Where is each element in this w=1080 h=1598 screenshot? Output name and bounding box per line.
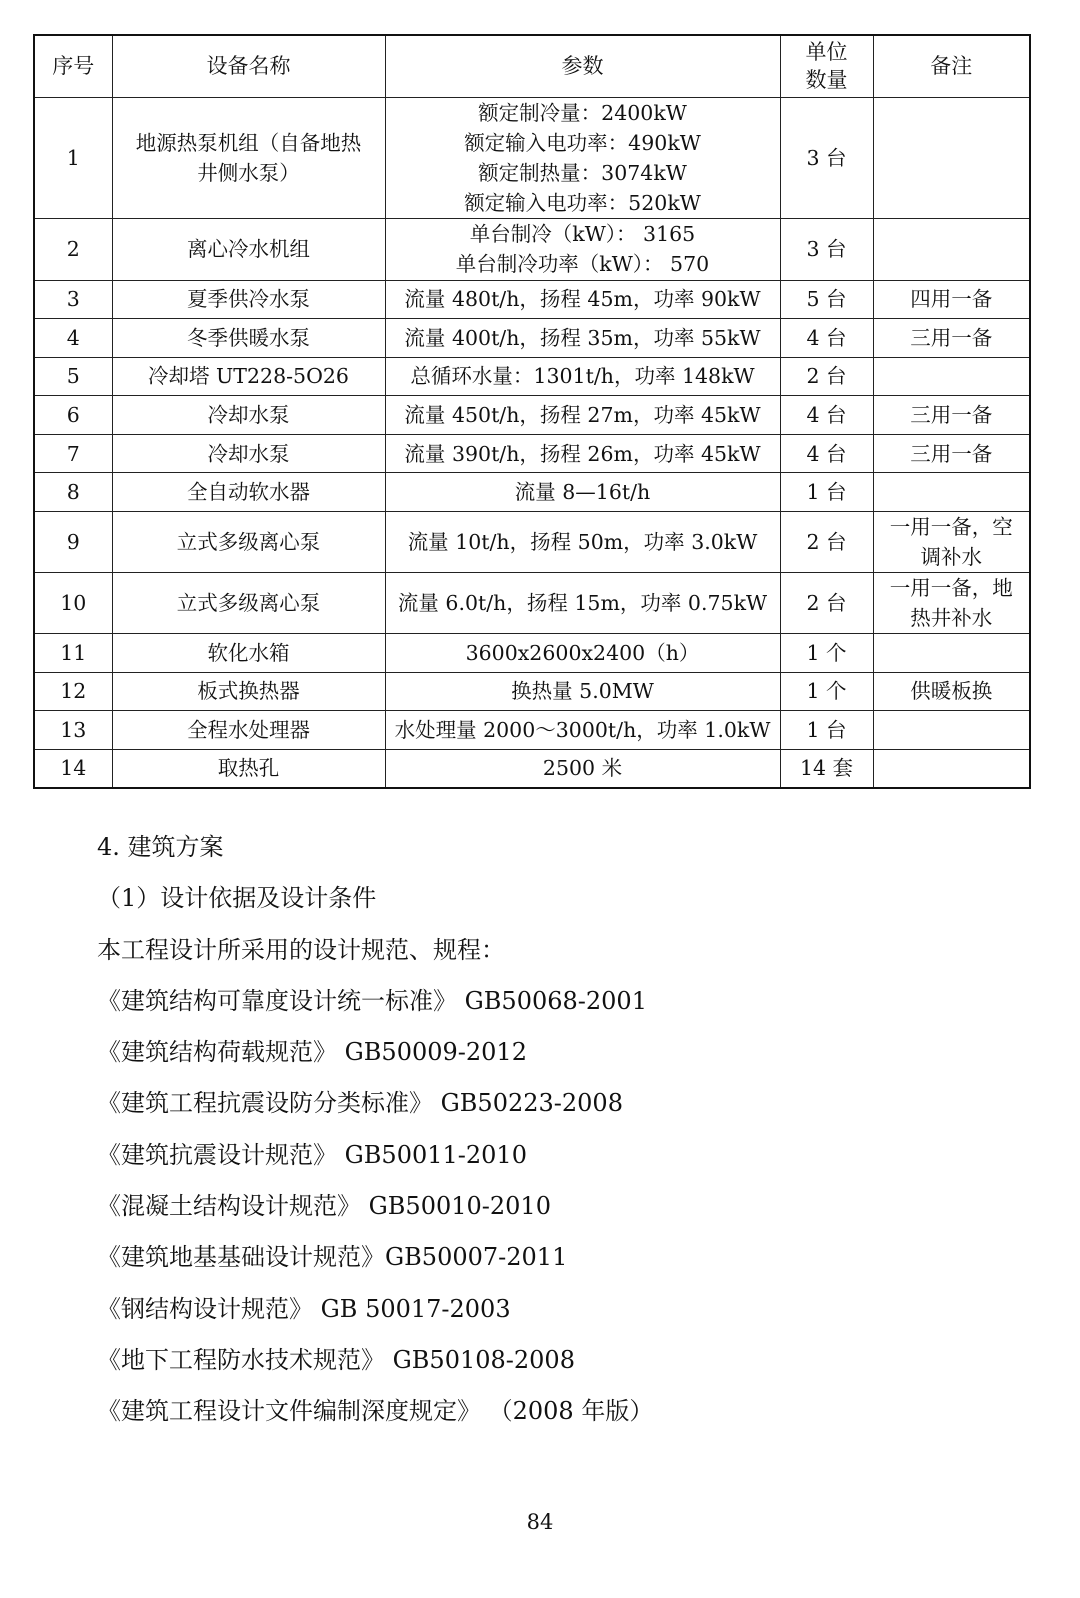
cell-note-line: 热井补水 [910,606,993,631]
cell-params [385,357,780,396]
cell-note-line: 三用一备 [910,441,993,466]
header-unit-qty [780,35,873,97]
cell-name-line: 地源热泵机组（自备地热 [135,130,362,155]
standard-item: 《钢结构设计规范》 GB 50017-2003 [97,1294,511,1323]
cell-no: 10 [34,573,112,634]
table-row [34,573,1030,634]
cell-params-line: 流量 6.0t/h，扬程 15m，功率 0.75kW [397,591,768,616]
cell-params [385,473,780,512]
header-params: 参数 [385,35,780,97]
cell-no: 14 [34,749,112,788]
cell-params-line: 额定输入电功率：490kW [464,130,701,155]
cell-note-line: 供暖板换 [910,679,993,704]
cell-name [112,672,385,711]
table-row [34,749,1030,788]
table-row [34,357,1030,396]
table-row [34,434,1030,473]
cell-note [873,512,1030,573]
cell-no: 4 [34,319,112,358]
cell-note [873,396,1030,435]
body-text [97,826,1037,1442]
cell-params [385,280,780,319]
cell-name [112,357,385,396]
cell-name-line: 立式多级离心泵 [176,591,321,616]
cell-params [385,434,780,473]
cell-params-line: 水处理量 2000～3000t/h，功率 1.0kW [394,718,771,743]
cell-params [385,711,780,750]
cell-name [112,280,385,319]
table-body [34,97,1030,788]
cell-name-line: 软化水箱 [207,640,290,665]
cell-params-line: 流量 400t/h，扬程 35m，功率 55kW [404,325,761,350]
cell-name [112,434,385,473]
header-name: 设备名称 [112,35,385,97]
cell-note [873,749,1030,788]
cell-qty: 4 台 [780,396,873,435]
cell-note-line: 一用一备，空 [889,515,1013,540]
cell-no: 2 [34,218,112,280]
cell-name-line: 全程水处理器 [187,718,310,743]
cell-params-line: 流量 8—16t/h [514,480,651,505]
cell-name [112,396,385,435]
cell-params-line: 流量 390t/h，扬程 26m，功率 45kW [404,441,761,466]
cell-params-line: 流量 450t/h，扬程 27m，功率 45kW [404,403,761,428]
cell-params-line: 单台制冷功率（kW）： 570 [455,252,710,276]
cell-qty: 1 台 [780,473,873,512]
cell-params [385,218,780,280]
cell-note-line: 四用一备 [910,287,993,312]
cell-name [112,512,385,573]
cell-no: 6 [34,396,112,435]
cell-name [112,218,385,280]
equipment-table [33,34,1031,789]
table-row [34,97,1030,218]
cell-qty: 3 台 [780,97,873,218]
cell-params [385,672,780,711]
header-unit-line1: 单位 [805,40,848,65]
cell-note-line: 三用一备 [910,403,993,428]
cell-no: 9 [34,512,112,573]
cell-note [873,280,1030,319]
cell-params-line: 流量 10t/h，扬程 50m，功率 3.0kW [407,530,758,555]
cell-params-line: 换热量 5.0MW [511,679,654,704]
table-row [34,396,1030,435]
standard-item: 《建筑结构可靠度设计统一标准》 GB50068-2001 [97,986,647,1015]
cell-name-line: 井侧水泵） [197,160,300,185]
cell-qty: 2 台 [780,573,873,634]
cell-qty: 2 台 [780,357,873,396]
cell-note [873,434,1030,473]
standard-item: 《建筑地基基础设计规范》GB50007-2011 [97,1243,568,1272]
standard-item: 《建筑工程设计文件编制深度规定》 （2008 年版） [97,1397,654,1426]
cell-qty: 4 台 [780,434,873,473]
intro-paragraph: 本工程设计所采用的设计规范、规程： [97,935,505,964]
cell-qty: 1 台 [780,711,873,750]
cell-name-line: 夏季供冷水泵 [187,287,310,312]
standard-item: 《建筑结构荷载规范》 GB50009-2012 [97,1038,527,1067]
cell-params [385,319,780,358]
cell-params [385,634,780,673]
section-heading: 4. 建筑方案 [97,833,224,861]
cell-qty: 5 台 [780,280,873,319]
standard-item: 《混凝土结构设计规范》 GB50010-2010 [97,1192,551,1221]
cell-no: 3 [34,280,112,319]
cell-qty: 1 个 [780,672,873,711]
cell-name-line: 全自动软水器 [187,480,310,505]
cell-name [112,319,385,358]
standard-item: 《建筑工程抗震设防分类标准》 GB50223-2008 [97,1089,623,1118]
cell-name [112,473,385,512]
cell-params-line: 单台制冷（kW）： 3165 [469,222,696,246]
cell-name [112,634,385,673]
cell-params [385,396,780,435]
table-header-row [34,35,1030,97]
cell-no: 5 [34,357,112,396]
cell-no: 11 [34,634,112,673]
cell-note-line: 一用一备，地 [889,576,1013,601]
standards-list [97,980,1037,1442]
cell-note-line: 三用一备 [910,325,993,350]
subsection-heading: （1）设计依据及设计条件 [97,884,377,913]
cell-name [112,711,385,750]
header-note: 备注 [873,35,1030,97]
cell-params-line: 总循环水量：1301t/h，功率 148kW [410,364,755,389]
cell-note [873,218,1030,280]
cell-params [385,573,780,634]
standard-item: 《建筑抗震设计规范》 GB50011-2010 [97,1140,527,1169]
cell-no: 13 [34,711,112,750]
cell-no: 1 [34,97,112,218]
cell-note [873,573,1030,634]
cell-note [873,634,1030,673]
cell-qty: 1 个 [780,634,873,673]
cell-params-line: 3600x2600x2400（h） [465,640,700,665]
cell-name-line: 冷却水泵 [207,441,290,466]
cell-params-line: 额定制热量：3074kW [478,160,687,185]
table-row [34,319,1030,358]
cell-params-line: 额定制冷量：2400kW [478,100,687,125]
cell-name [112,749,385,788]
cell-note [873,711,1030,750]
cell-name-line: 板式换热器 [197,679,300,704]
cell-params [385,97,780,218]
cell-name-line: 冷却塔 UT228-5O26 [148,364,349,389]
cell-note [873,357,1030,396]
cell-note [873,97,1030,218]
cell-no: 7 [34,434,112,473]
header-unit-line2: 数量 [805,68,848,93]
header-no: 序号 [34,35,112,97]
table-row [34,280,1030,319]
cell-note [873,672,1030,711]
cell-params-line: 2500 米 [542,756,623,781]
cell-name-line: 取热孔 [217,756,280,781]
table-row [34,711,1030,750]
cell-params-line: 流量 480t/h，扬程 45m，功率 90kW [404,287,761,312]
table-row [34,218,1030,280]
cell-name-line: 立式多级离心泵 [176,530,321,555]
table-row [34,512,1030,573]
table-row [34,473,1030,512]
cell-note [873,473,1030,512]
cell-note-line: 调补水 [920,545,982,570]
cell-note [873,319,1030,358]
cell-params [385,749,780,788]
cell-params-line: 额定输入电功率：520kW [464,190,701,215]
cell-qty: 3 台 [780,218,873,280]
table-row [34,634,1030,673]
cell-name [112,573,385,634]
page-number: 84 [526,1510,554,1534]
cell-no: 12 [34,672,112,711]
cell-params [385,512,780,573]
cell-name-line: 冬季供暖水泵 [187,325,310,350]
cell-qty: 14 套 [780,749,873,788]
standard-item: 《地下工程防水技术规范》 GB50108-2008 [97,1345,575,1374]
cell-qty: 4 台 [780,319,873,358]
cell-name [112,97,385,218]
cell-qty: 2 台 [780,512,873,573]
cell-name-line: 冷却水泵 [207,403,290,428]
table-row [34,672,1030,711]
cell-name-line: 离心冷水机组 [187,237,310,261]
cell-no: 8 [34,473,112,512]
